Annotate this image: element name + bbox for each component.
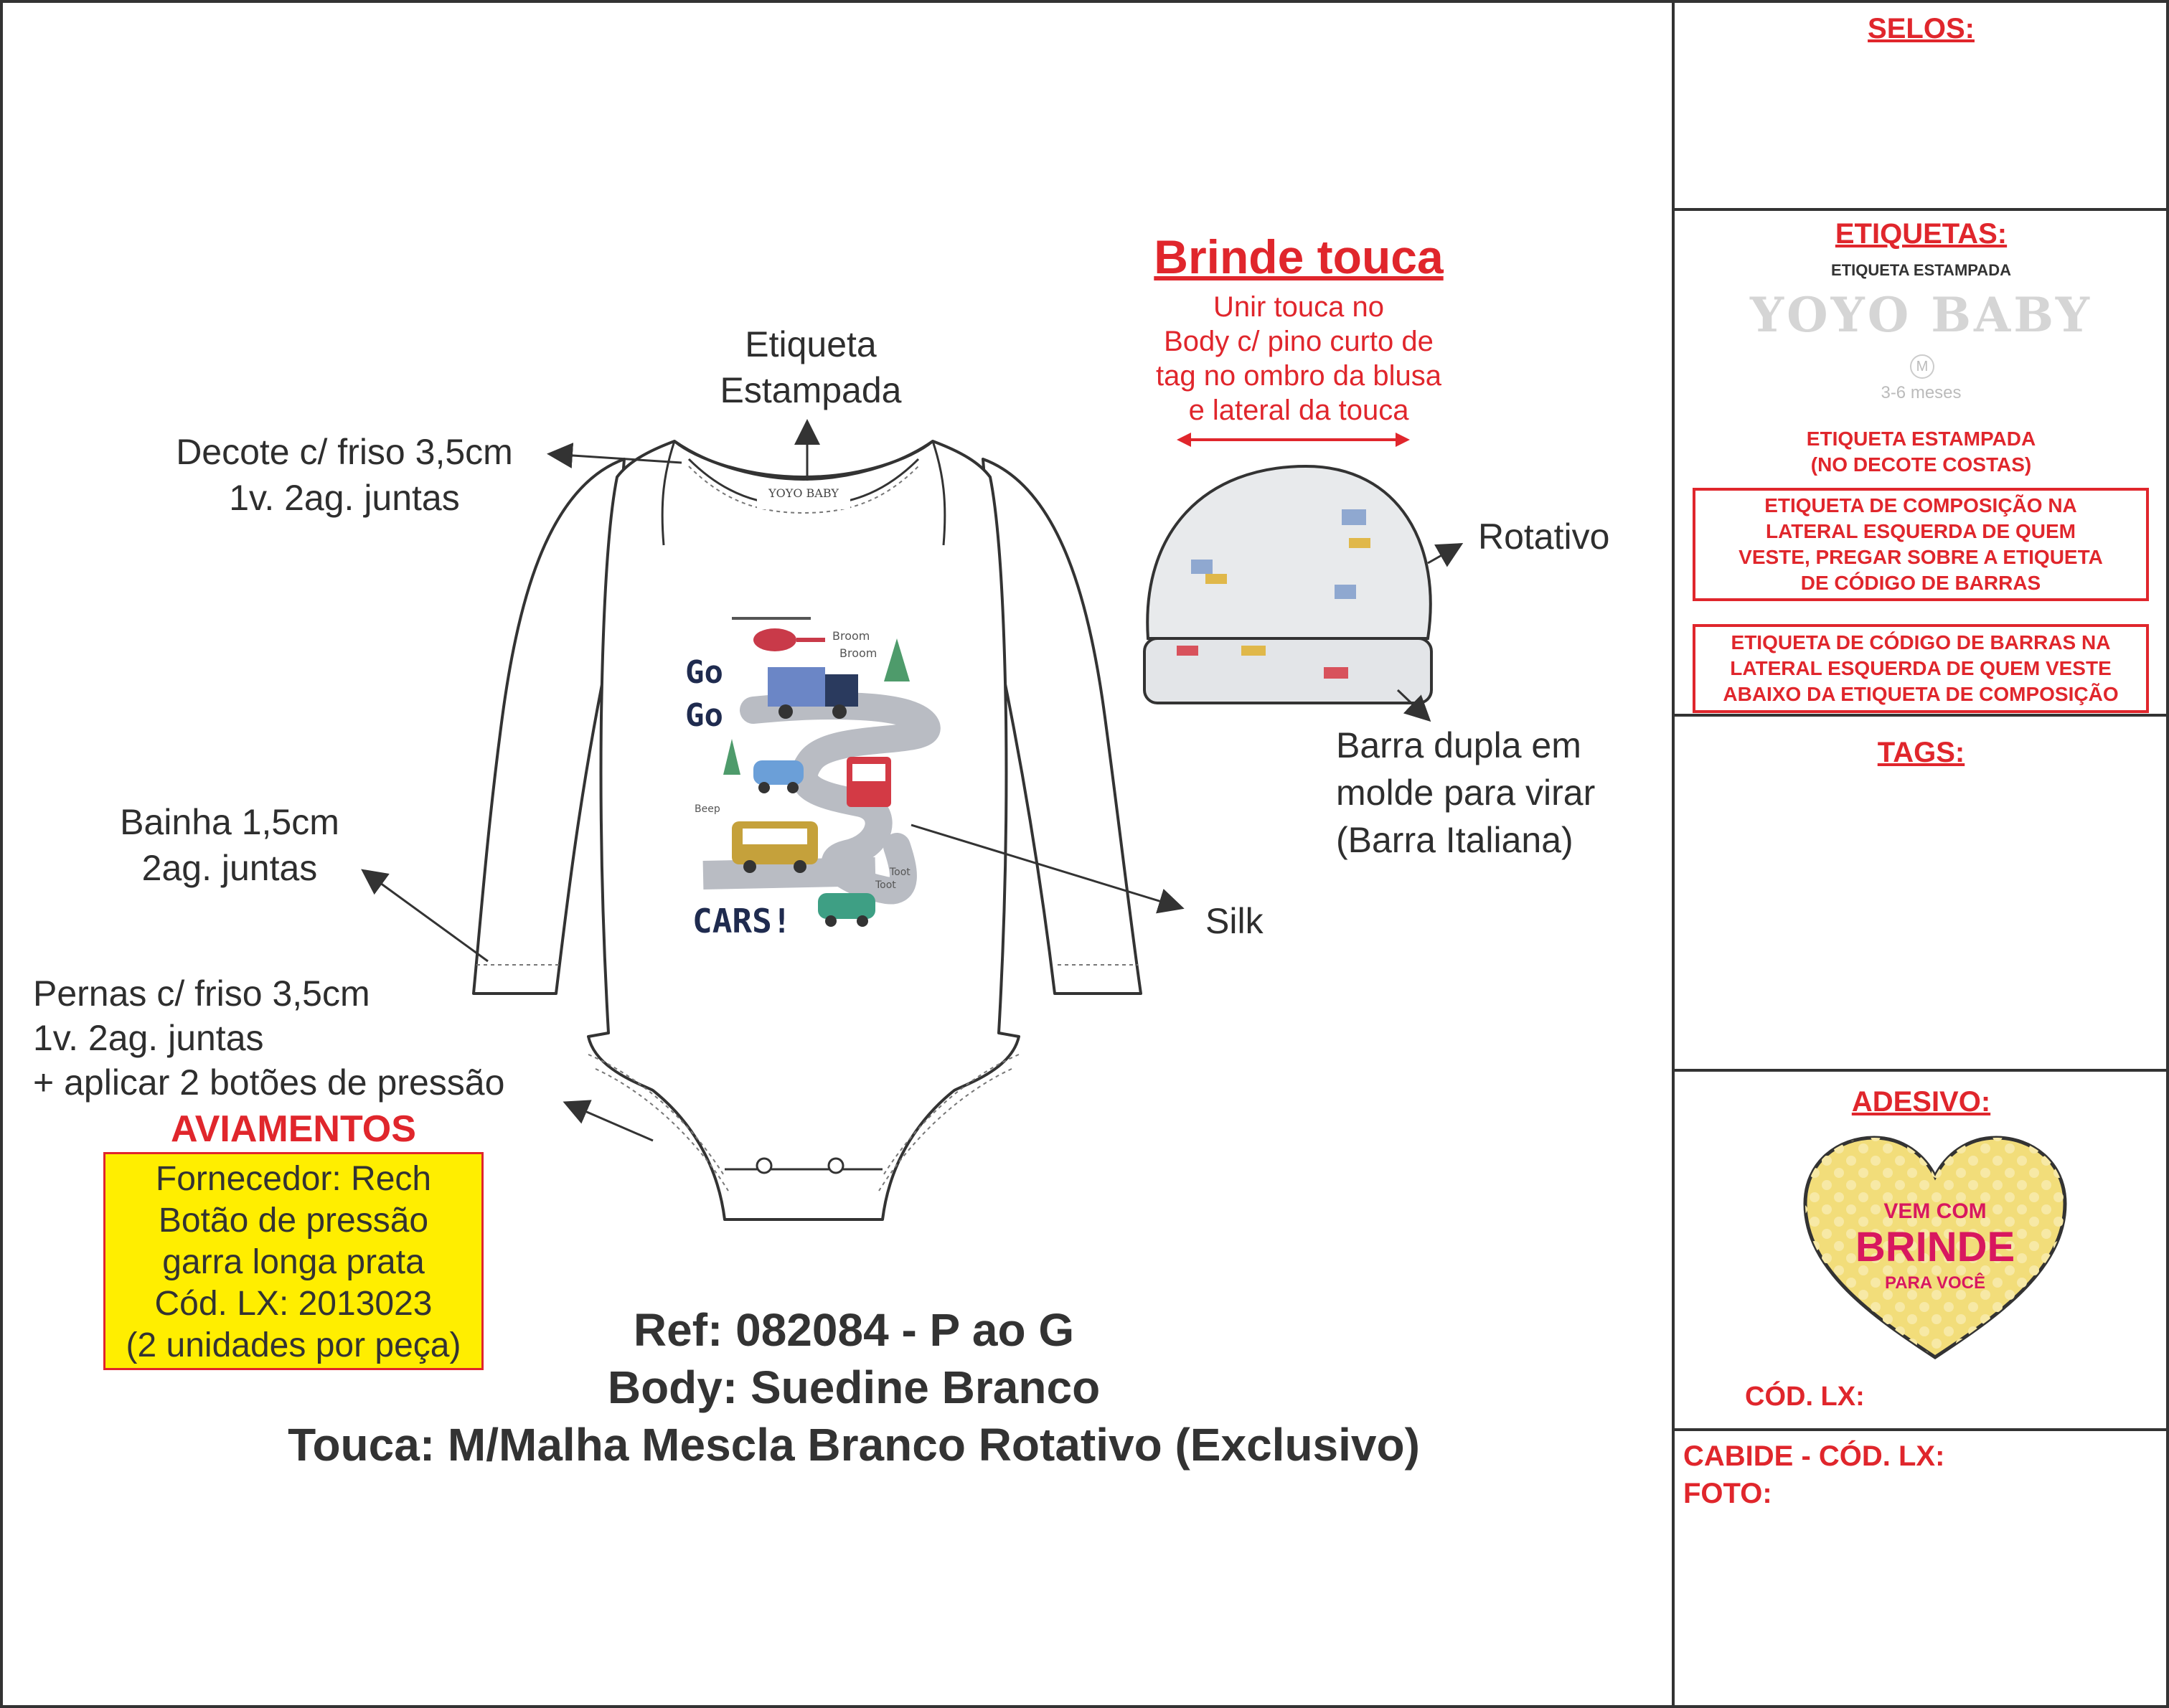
- adesivo-title: ADESIVO:: [1851, 1086, 1991, 1118]
- pernas-label-line: Pernas c/ friso 3,5cm: [33, 973, 370, 1014]
- etiqueta-estampada-small: ETIQUETA ESTAMPADA: [1831, 261, 2011, 279]
- print-toot: Toot: [890, 867, 911, 878]
- adesivo-section: [1673, 1072, 2169, 1428]
- composicao-box: [1693, 488, 2149, 601]
- divider: [1673, 1428, 2169, 1431]
- composicao-line: VESTE, PREGAR SOBRE A ETIQUETA: [1739, 546, 2103, 568]
- estampada-note: [1673, 426, 2169, 478]
- print-cars: CARS!: [692, 902, 792, 940]
- barra-label: [1336, 722, 1595, 864]
- bainha-label: [93, 799, 366, 891]
- brinde-desc-line: Unir touca no: [1213, 291, 1384, 323]
- brinde-desc: [1119, 290, 1478, 428]
- composicao-line: ETIQUETA DE COMPOSIÇÃO NA: [1764, 494, 2077, 516]
- decote-label-line: 1v. 2ag. juntas: [229, 478, 460, 518]
- body-line: Body: Suedine Branco: [607, 1362, 1101, 1413]
- heart-line-3: PARA VOCÊ: [1884, 1273, 1986, 1293]
- aviamentos-box: [103, 1152, 484, 1370]
- aviamentos-line: garra longa prata: [162, 1243, 425, 1281]
- size-letter-text: M: [1916, 359, 1929, 374]
- print-beep: Beep: [695, 803, 720, 815]
- barras-line: ETIQUETA DE CÓDIGO DE BARRAS NA: [1731, 631, 2111, 654]
- cod-lx-label: CÓD. LX:: [1745, 1382, 1865, 1412]
- decote-label: [143, 429, 545, 521]
- etiqueta-label-line: Etiqueta: [745, 324, 877, 364]
- brinde-title: Brinde touca: [1154, 230, 1444, 283]
- composicao-line: LATERAL ESQUERDA DE QUEM: [1766, 520, 2076, 542]
- brinde-desc-line: tag no ombro da blusa: [1155, 360, 1442, 392]
- hat-drawing: [1144, 466, 1431, 703]
- touca-line: Touca: M/Malha Mescla Branco Rotativo (Exclusivo): [288, 1419, 1420, 1471]
- ref-line: Ref: 082084 - P ao G: [633, 1304, 1075, 1356]
- brinde-desc-line: e lateral da touca: [1188, 395, 1409, 426]
- barra-label-line: Barra dupla em: [1336, 725, 1581, 765]
- barra-label-line: molde para virar: [1336, 773, 1596, 813]
- print-go-1: Go: [685, 654, 723, 691]
- heart-sticker-icon: [1795, 1129, 2075, 1366]
- neck-tag-text: YOYO BABY: [768, 486, 839, 500]
- aviamentos-line: Cód. LX: 2013023: [154, 1285, 433, 1323]
- aviamentos-line: Fornecedor: Rech: [155, 1160, 432, 1198]
- tags-section: [1673, 717, 2169, 1068]
- estampada-note-line: ETIQUETA ESTAMPADA: [1806, 428, 2036, 450]
- selos-section: [1673, 0, 2169, 208]
- silk-label: Silk: [1205, 901, 1264, 941]
- print-broom: Broom: [832, 629, 870, 643]
- decote-label-line: Decote c/ friso 3,5cm: [176, 432, 513, 472]
- print-broom-2: Broom: [839, 646, 878, 660]
- aviamentos-title: AVIAMENTOS: [171, 1108, 416, 1150]
- barras-box: [1693, 624, 2149, 713]
- composicao-line: DE CÓDIGO DE BARRAS: [1800, 572, 2041, 594]
- etiquetas-title: ETIQUETAS:: [1835, 218, 2008, 250]
- cabide-label: CABIDE - CÓD. LX:: [1683, 1440, 1945, 1472]
- rotativo-label: Rotativo: [1478, 516, 1610, 557]
- foto-label: FOTO:: [1683, 1478, 1772, 1509]
- pernas-label-line: + aplicar 2 botões de pressão: [33, 1062, 505, 1103]
- estampada-note-line: (NO DECOTE COSTAS): [1810, 453, 2032, 476]
- heart-line-1: VEM COM: [1883, 1199, 1987, 1223]
- selos-title: SELOS:: [1868, 13, 1975, 44]
- brinde-desc-line: Body c/ pino curto de: [1164, 326, 1434, 357]
- size-months: 3-6 meses: [1881, 383, 1962, 402]
- aviamentos-line: Botão de pressão: [158, 1202, 429, 1240]
- pernas-label: [33, 971, 504, 1105]
- pernas-label-line: 1v. 2ag. juntas: [33, 1018, 264, 1058]
- size-letter: [1910, 354, 1934, 379]
- tags-title: TAGS:: [1877, 737, 1965, 768]
- print-toot-2: Toot: [875, 879, 896, 891]
- cabide-section: [1683, 1438, 2157, 1512]
- bainha-label-line: 2ag. juntas: [141, 848, 318, 888]
- barra-label-line: (Barra Italiana): [1336, 820, 1573, 860]
- aviamentos-line: (2 unidades por peça): [126, 1326, 461, 1364]
- etiqueta-label-line: Estampada: [720, 370, 902, 410]
- barras-line: ABAIXO DA ETIQUETA DE COMPOSIÇÃO: [1723, 683, 2119, 705]
- brand-logo: YOYO BABY: [1750, 287, 2092, 343]
- bainha-label-line: Bainha 1,5cm: [120, 802, 339, 842]
- print-go-2: Go: [685, 697, 723, 734]
- heart-line-2: BRINDE: [1855, 1224, 2015, 1270]
- barras-line: LATERAL ESQUERDA DE QUEM VESTE: [1730, 657, 2112, 679]
- etiqueta-label: [703, 321, 918, 413]
